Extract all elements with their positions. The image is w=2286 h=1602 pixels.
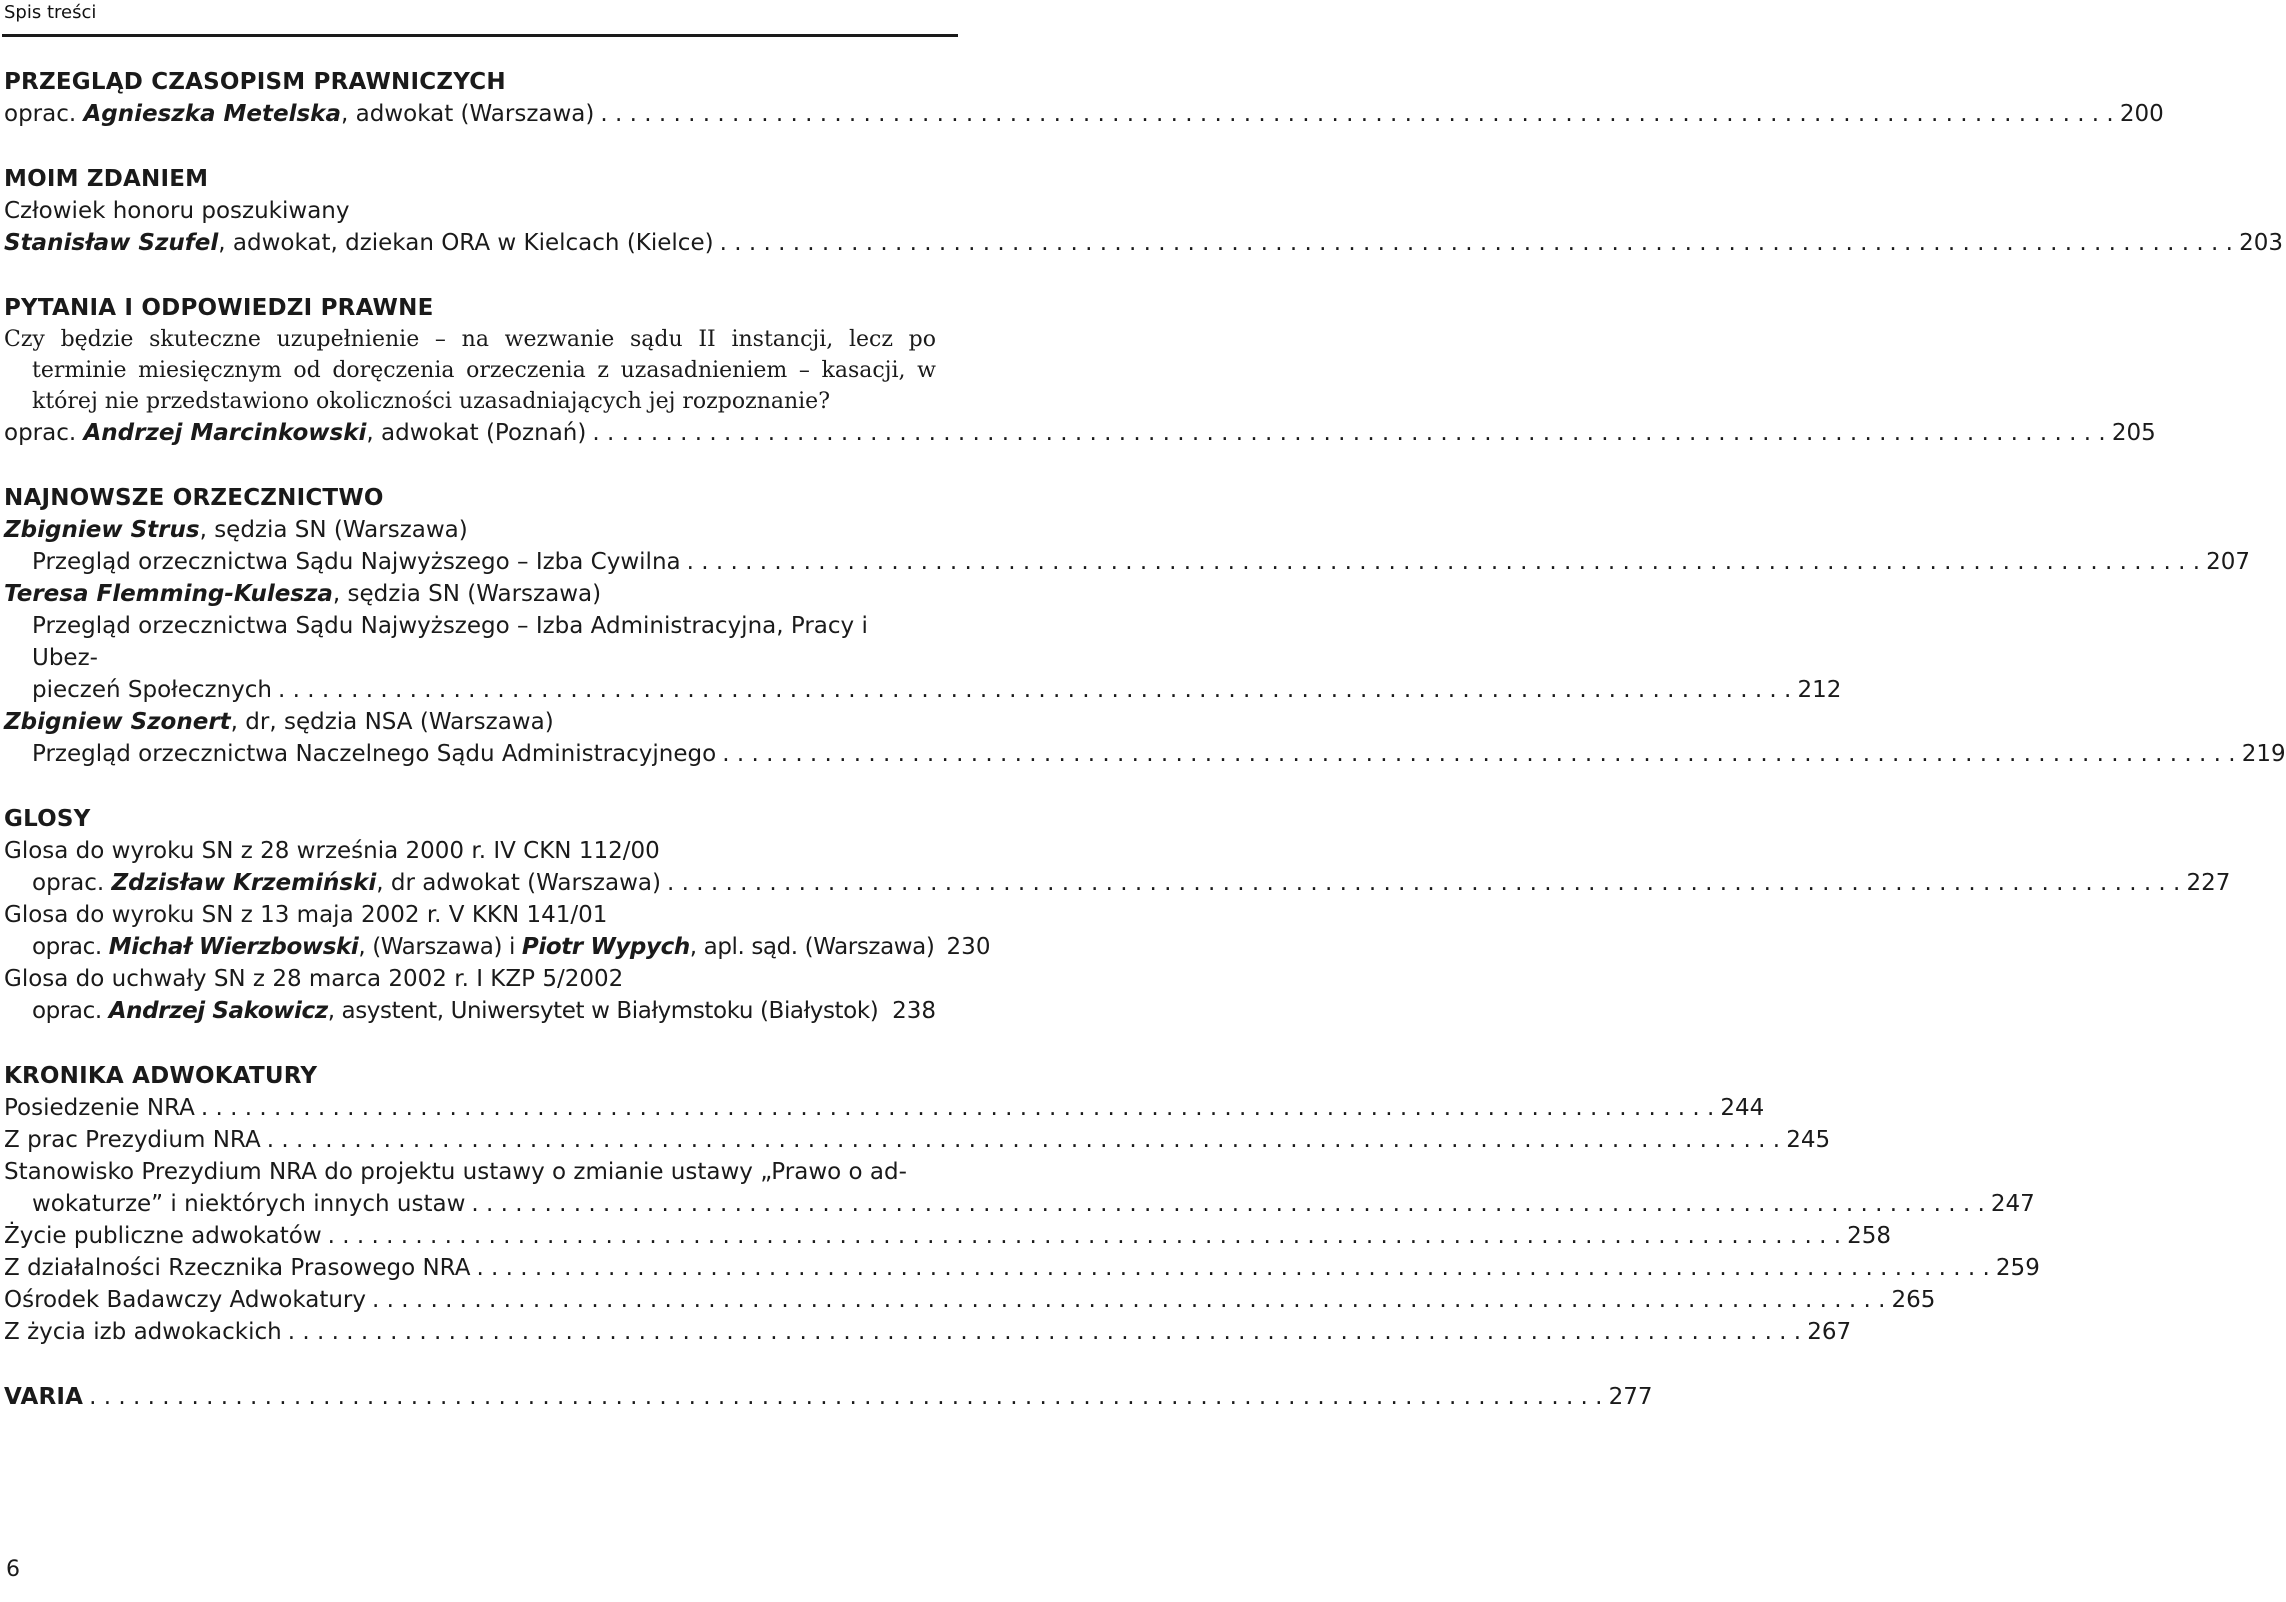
dot-leader (667, 867, 2180, 899)
dot-leader (600, 98, 2113, 130)
page-ref: 258 (1847, 1223, 1892, 1249)
toc-entry[interactable] (4, 98, 2164, 130)
page-ref: 207 (2206, 549, 2251, 575)
article-title: Przegląd orzecznictwa Sądu Najwyższego – Izba Administracyjna, Pracy i Ubez- (32, 613, 868, 671)
entry-label: Posiedzenie NRA (4, 1095, 195, 1121)
prefix: oprac. (32, 934, 102, 960)
entry-label: Stanowisko Prezydium NRA do projektu ustawy o zmianie ustawy „Prawo o ad- (4, 1159, 907, 1185)
toc-entry[interactable] (4, 1220, 1892, 1252)
prefix: oprac. (4, 101, 77, 127)
prefix: oprac. (4, 420, 77, 446)
question-text: Czy będzie skuteczne uzupełnienie – na wezwanie sądu II instancji, lecz po terminie miesięcznym od doręczenia orzeczenia z uzasadnieniem – kasacji, w której nie przedstawiono okoliczności uzasadniających jej rozpoznanie? (4, 327, 936, 414)
section-varia (4, 1381, 1653, 1413)
gloss-title: Glosa do wyroku SN z 13 maja 2002 r. V KKN 141/01 (4, 902, 608, 928)
author-info: , (Warszawa) i (358, 934, 522, 960)
dot-leader (884, 995, 886, 1027)
section-heading: PRZEGLĄD CZASOPISM PRAWNICZYCH (4, 69, 506, 95)
page-ref: 259 (1995, 1255, 2040, 1281)
page-ref: 244 (1720, 1095, 1765, 1121)
author-info: , apl. sąd. (Warszawa) (689, 934, 935, 960)
toc-entry[interactable] (4, 1284, 1936, 1316)
table-of-contents (4, 66, 2286, 1446)
toc-entry[interactable] (4, 674, 1842, 706)
dot-leader (476, 1252, 1989, 1284)
section-heading: NAJNOWSZE ORZECZNICTWO (4, 485, 384, 511)
author-name: Zdzisław Krzemiński (111, 870, 377, 896)
page-ref: 267 (1807, 1319, 1852, 1345)
author-line (4, 706, 936, 738)
section-heading: VARIA (4, 1384, 84, 1410)
entry-label: Z życia izb adwokackich (4, 1319, 282, 1345)
toc-entry[interactable] (4, 995, 936, 1027)
section-kronika-adwokatury (4, 1060, 2040, 1348)
author-info: , dr adwokat (Warszawa) (376, 870, 661, 896)
toc-entry[interactable] (4, 738, 2286, 770)
toc-entry[interactable] (4, 1316, 1852, 1348)
section-heading: MOIM ZDANIEM (4, 166, 209, 192)
dot-leader (372, 1284, 1885, 1316)
article-title: Przegląd orzecznictwa Sądu Najwyższego – Izba Cywilna (32, 549, 681, 575)
section-najnowsze-orzecznictwo (4, 482, 2286, 770)
dot-leader (278, 674, 1791, 706)
page-ref: 203 (2239, 230, 2283, 256)
page-ref: 230 (946, 934, 991, 960)
author-line (4, 514, 936, 546)
toc-entry[interactable] (4, 1252, 2040, 1284)
author-name: Teresa Flemming-Kulesza (4, 581, 333, 607)
section-heading: PYTANIA I ODPOWIEDZI PRAWNE (4, 295, 434, 321)
entry-label: Z działalności Rzecznika Prasowego NRA (4, 1255, 471, 1281)
author-name-2: Piotr Wypych (521, 934, 690, 960)
section-heading: GLOSY (4, 806, 91, 832)
author-info: , sędzia SN (Warszawa) (199, 517, 468, 543)
toc-entry[interactable] (4, 227, 2283, 259)
author-info: , adwokat (Poznań) (366, 420, 587, 446)
page-ref: 238 (892, 998, 936, 1024)
entry-label: Życie publiczne adwokatów (4, 1223, 322, 1249)
dot-leader (720, 227, 2233, 259)
section-heading: KRONIKA ADWOKATURY (4, 1063, 318, 1089)
page-ref: 200 (2119, 101, 2164, 127)
gloss-title: Glosa do wyroku SN z 28 września 2000 r. IV CKN 112/00 (4, 838, 660, 864)
toc-entry[interactable] (4, 867, 2231, 899)
toc-entry[interactable] (4, 931, 991, 963)
prefix: oprac. (32, 870, 105, 896)
section-pytania (4, 292, 2156, 449)
author-name: Stanisław Szufel (4, 230, 219, 256)
author-line (4, 578, 936, 610)
dot-leader (89, 1381, 1602, 1413)
gloss-title: Glosa do uchwały SN z 28 marca 2002 r. I KZP 5/2002 (4, 966, 624, 992)
prefix: oprac. (32, 998, 102, 1024)
author-info: , dr, sędzia NSA (Warszawa) (230, 709, 554, 735)
author-name: Andrzej Sakowicz (108, 998, 328, 1024)
entry-label-cont: wokaturze” i niektórych innych ustaw (32, 1191, 466, 1217)
dot-leader (201, 1092, 1714, 1124)
page-ref: 219 (2241, 741, 2286, 767)
page-ref: 205 (2111, 420, 2156, 446)
dot-leader (288, 1316, 1801, 1348)
page-number: 6 (6, 1557, 20, 1582)
page-ref: 245 (1786, 1127, 1831, 1153)
article-title: Człowiek honoru poszukiwany (4, 198, 350, 224)
author-info: , adwokat, dziekan ORA w Kielcach (Kielce) (218, 230, 714, 256)
author-info: , adwokat (Warszawa) (341, 101, 595, 127)
author-name: Zbigniew Szonert (4, 709, 231, 735)
dot-leader (592, 417, 2105, 449)
author-name: Michał Wierzbowski (108, 934, 359, 960)
toc-entry[interactable] (4, 1092, 1765, 1124)
page-ref: 277 (1608, 1384, 1653, 1410)
toc-entry[interactable] (4, 546, 2251, 578)
toc-entry[interactable] (4, 1124, 1831, 1156)
dot-leader (328, 1220, 1841, 1252)
author-name: Andrzej Marcinkowski (83, 420, 367, 446)
toc-entry[interactable] (4, 417, 2156, 449)
dot-leader (471, 1188, 1984, 1220)
dot-leader (687, 546, 2200, 578)
entry-label: Ośrodek Badawczy Adwokatury (4, 1287, 366, 1313)
page-ref: 247 (1990, 1191, 2035, 1217)
author-info: , sędzia SN (Warszawa) (332, 581, 602, 607)
toc-entry[interactable] (4, 1188, 2035, 1220)
section-glosy (4, 803, 2231, 1027)
author-info: , asystent, Uniwersytet w Białymstoku (Białystok) (327, 998, 879, 1024)
entry-label: Z prac Prezydium NRA (4, 1127, 261, 1153)
article-title-cont: pieczeń Społecznych (32, 677, 272, 703)
dot-leader (722, 738, 2235, 770)
section-moim-zdaniem (4, 163, 2283, 259)
section-przeglad (4, 66, 2164, 130)
toc-entry[interactable] (4, 1381, 1653, 1413)
dot-leader (267, 1124, 1780, 1156)
page-ref: 265 (1891, 1287, 1936, 1313)
author-name: Agnieszka Metelska (83, 101, 341, 127)
article-title: Przegląd orzecznictwa Naczelnego Sądu Administracyjnego (32, 741, 717, 767)
page-ref: 227 (2186, 870, 2231, 896)
header-rule (2, 34, 958, 37)
running-head: Spis treści (4, 2, 97, 23)
page-ref: 212 (1797, 677, 1842, 703)
author-name: Zbigniew Strus (4, 517, 200, 543)
